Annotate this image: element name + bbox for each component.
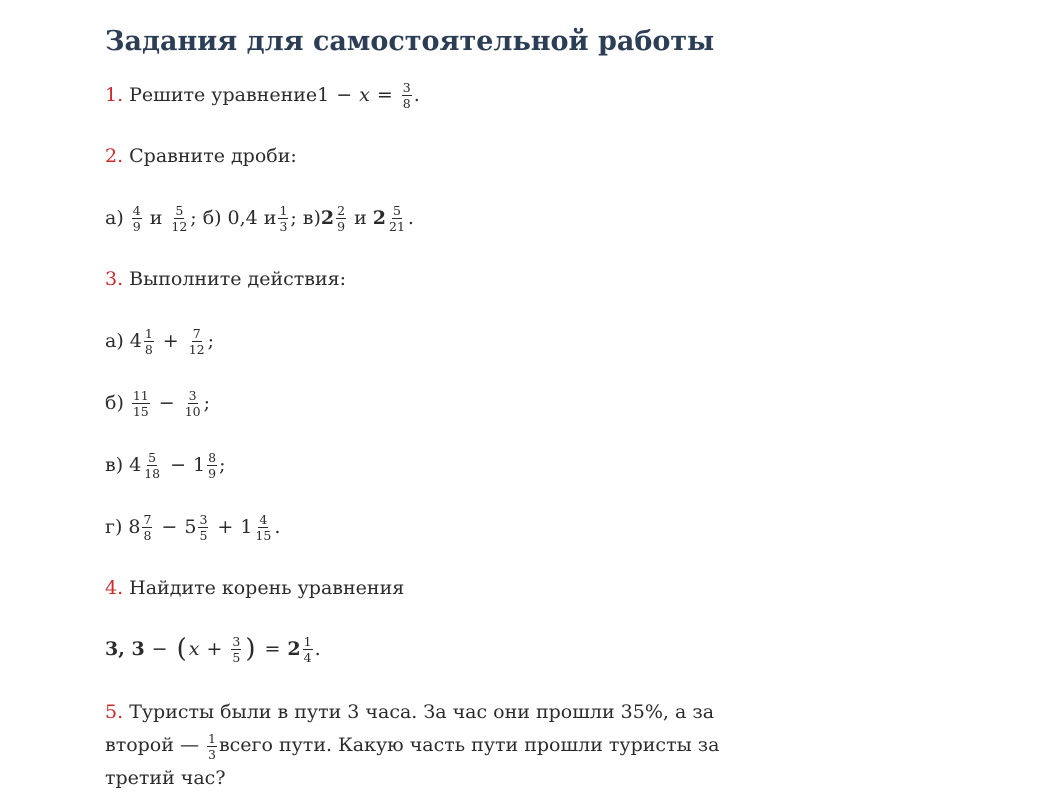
task-1 [105,78,420,112]
math-operator: − [170,454,187,476]
fraction: $\frac{5}{12}$ [171,202,188,234]
page-title: Задания для самостоятельной работы [105,26,715,57]
math-operator: − [336,84,353,106]
fraction: $\frac{3}{8}$ [402,79,411,111]
fraction: $\frac{1}{3}$ [279,202,288,234]
whole-part: 2 [372,207,386,229]
whole-part: 1 [193,454,206,476]
task-number: 5. [105,701,124,723]
task-number: 1. [105,84,124,106]
whole-part: 1 [240,516,253,538]
task-text: всего пути. Какую часть пути прошли туристы за третий час? [105,734,720,789]
punctuation: . [274,516,281,538]
task-text: Туристы были в пути 3 часа. За час они прошли 35%, а за второй — [105,701,715,756]
fraction: $\frac{3}{5}$ [232,633,241,665]
conjunction: и [149,207,163,229]
punctuation: ; [207,330,215,352]
task-3-b [105,386,210,420]
task-text: Найдите корень уравнения [129,577,405,599]
decimal-value: 0,4 [227,207,258,229]
task-number: 4. [105,577,124,599]
task-4 [105,571,404,605]
conjunction: и [354,207,367,229]
math-operator: − [151,638,168,660]
item-label: в) [105,454,124,476]
whole-part: 5 [184,516,197,538]
fraction: $\frac{7}{8}$ [143,511,152,543]
punctuation: ; [203,392,210,414]
fraction: $\frac{1}{4}$ [303,633,312,665]
item-label: в) [302,207,321,229]
task-2 [105,139,297,173]
math-operator: = [376,84,393,106]
right-paren: ) [245,634,256,664]
task-3-c [105,448,225,482]
fraction: $\frac{1}{3}$ [208,730,216,762]
fraction: $\frac{11}{15}$ [132,387,149,419]
item-label: а) [105,330,124,352]
math-operator: = [264,638,281,660]
whole-part: 2 [320,207,335,229]
task-text: Решите уравнение [129,84,318,106]
punctuation: . [407,207,414,229]
task-3-a [105,324,214,358]
fraction: $\frac{3}{10}$ [184,387,201,419]
conjunction: и [263,207,277,229]
fraction: $\frac{8}{9}$ [208,449,217,481]
punctuation: . [413,84,420,106]
whole-part: 8 [128,516,141,538]
punctuation: . [314,638,321,660]
task-text: Сравните дроби: [129,145,297,167]
fraction: $\frac{3}{5}$ [199,511,208,543]
fraction: $\frac{1}{8}$ [144,325,153,357]
math-variable: x [188,638,200,660]
task-5 [105,696,725,795]
item-label: б) [202,207,222,229]
whole-part: 4 [129,330,142,352]
left-paren: ( [176,634,187,664]
math-variable: x [359,84,370,106]
task-3-d [105,510,280,544]
fraction: $\frac{2}{9}$ [337,202,346,234]
math-operator: + [162,330,179,352]
fraction: $\frac{5}{18}$ [144,449,161,481]
punctuation: ; [290,207,297,229]
math-term: 1 [317,84,330,106]
punctuation: ; [190,207,197,229]
task-2-items [105,201,414,235]
math-operator: − [158,392,175,414]
fraction: $\frac{7}{12}$ [188,325,205,357]
task-3 [105,262,346,296]
task-text: Выполните действия: [129,268,347,290]
fraction: $\frac{4}{15}$ [255,511,272,543]
math-operator: − [161,516,178,538]
whole-part: 4 [129,454,142,476]
item-label: а) [105,207,124,229]
item-label: б) [105,392,124,414]
task-4-equation [105,632,321,666]
fraction: $\frac{5}{21}$ [389,202,405,234]
item-label: г) [105,516,123,538]
math-term: 3, 3 [105,638,145,660]
math-operator: + [206,638,223,660]
punctuation: ; [219,454,226,476]
task-number: 2. [105,145,124,167]
task-number: 3. [105,268,124,290]
fraction: $\frac{4}{9}$ [132,202,141,234]
whole-part: 2 [287,638,301,660]
math-operator: + [217,516,234,538]
